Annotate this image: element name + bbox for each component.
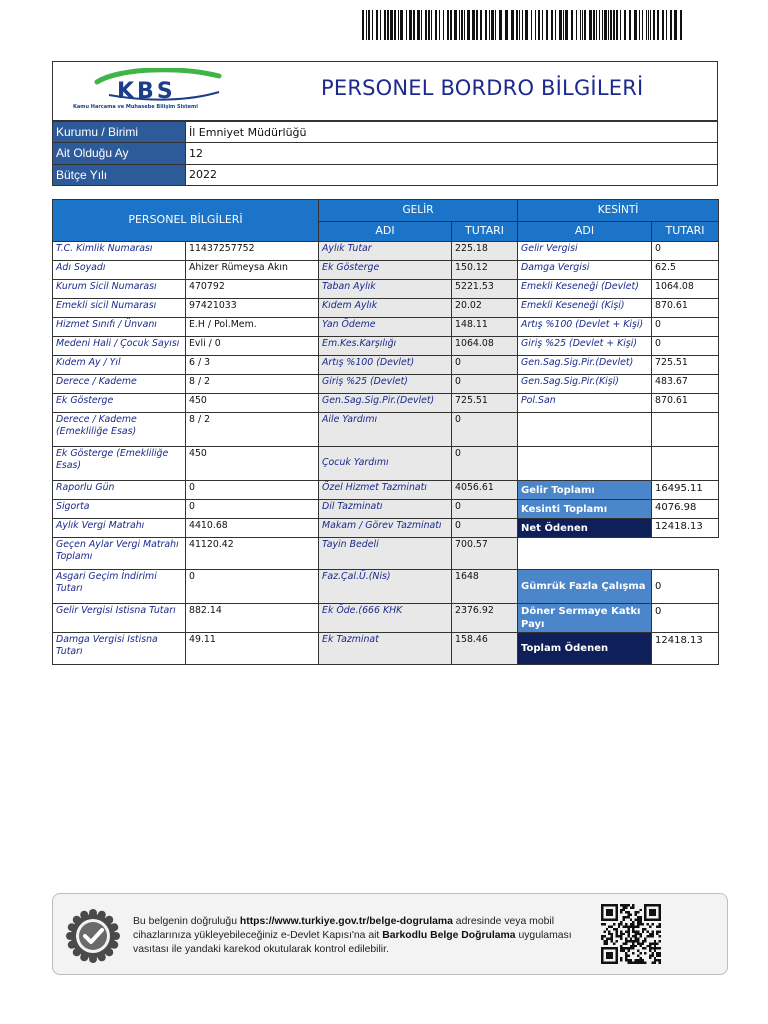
toplam-odenen-value: 12418.13 — [652, 633, 719, 665]
barcode-icon — [362, 10, 684, 40]
table-row — [53, 413, 719, 447]
table-row — [53, 261, 719, 280]
gelir-value: 5221.53 — [452, 280, 518, 299]
verification-text-part: uygulaması vasıtası ile yandaki karekod okutularak kontrol edilebilir. — [133, 930, 572, 956]
document-header — [52, 61, 718, 121]
gelir-value: 158.46 — [452, 633, 518, 665]
kbs-logo — [69, 68, 239, 114]
table-row — [53, 375, 719, 394]
kesinti-value: 870.61 — [652, 299, 719, 318]
verification-app-name: Barkodlu Belge Doğrulama — [382, 930, 516, 942]
kesinti-empty-cell — [652, 447, 719, 481]
personel-label: Derece / Kademe — [53, 375, 186, 394]
gelir-label: Faz.Çal.Ü.(Nis) — [319, 570, 452, 604]
personel-label: Kıdem Ay / Yıl — [53, 356, 186, 375]
gelir-label: Yan Ödeme — [319, 318, 452, 337]
gelir-toplami-label: Gelir Toplamı — [518, 481, 652, 500]
personel-value: 49.11 — [186, 633, 319, 665]
verification-footer — [52, 893, 728, 975]
personel-value: E.H / Pol.Mem. — [186, 318, 319, 337]
personel-label: Medeni Hali / Çocuk Sayısı — [53, 337, 186, 356]
gelir-label: Kıdem Aylık — [319, 299, 452, 318]
personel-value: 0 — [186, 570, 319, 604]
net-odenen-value: 12418.13 — [652, 519, 719, 538]
gelir-toplami-value: 16495.11 — [652, 481, 719, 500]
kesinti-value: 0 — [652, 318, 719, 337]
kesinti-empty-cell — [652, 413, 719, 447]
personel-value: 450 — [186, 394, 319, 413]
table-row — [53, 356, 719, 375]
verification-text-part: Bu belgenin doğruluğu — [133, 916, 240, 927]
personel-label: Gelir Vergisi Istisna Tutarı — [53, 604, 186, 633]
personel-value: 41120.42 — [186, 538, 319, 570]
table-row — [53, 299, 719, 318]
gelir-value: 725.51 — [452, 394, 518, 413]
gelir-value: 0 — [452, 413, 518, 447]
kesinti-label: Gen.Sag.Sig.Pir.(Kişi) — [518, 375, 652, 394]
table-row — [53, 500, 719, 519]
gelir-label: Gen.Sag.Sig.Pir.(Devlet) — [319, 394, 452, 413]
personel-value: Ahizer Rümeysa Akın — [186, 261, 319, 280]
kesinti-value: 1064.08 — [652, 280, 719, 299]
gelir-label: Ek Öde.(666 KHK — [319, 604, 452, 633]
personel-label: Emekli sicil Numarası — [53, 299, 186, 318]
personel-label: Derece / Kademe (Emekliliğe Esas) — [53, 413, 186, 447]
gelir-amount-header: TUTARI — [452, 222, 518, 242]
info-value: İl Emniyet Müdürlüğü — [186, 122, 718, 143]
personel-value: 0 — [186, 481, 319, 500]
gumruk-value: 0 — [652, 570, 719, 604]
gelir-label: Makam / Görev Tazminatı — [319, 519, 452, 538]
table-row — [53, 394, 719, 413]
kesinti-label: Emekli Keseneği (Devlet) — [518, 280, 652, 299]
svg-text:KBS: KBS — [117, 79, 176, 102]
personel-value: 6 / 3 — [186, 356, 319, 375]
gelir-label: Özel Hizmet Tazminatı — [319, 481, 452, 500]
gelir-value: 1064.08 — [452, 337, 518, 356]
gelir-value: 0 — [452, 500, 518, 519]
personel-value: 97421033 — [186, 299, 319, 318]
info-label: Kurumu / Birimi — [53, 122, 186, 143]
section-header-row — [53, 200, 719, 222]
personel-value: 11437257752 — [186, 242, 319, 261]
gelir-label: Taban Aylık — [319, 280, 452, 299]
personel-value: 4410.68 — [186, 519, 319, 538]
logo-subtitle: Kamu Harcama ve Muhasebe Bilişim Sistemi — [73, 104, 198, 110]
info-value: 2022 — [186, 164, 718, 185]
info-label: Ait Olduğu Ay — [53, 143, 186, 164]
personel-label: Sigorta — [53, 500, 186, 519]
verification-text-part: adresinde veya mobil cihazlarınıza yükleyebileceğiniz e-Devlet Kapısı'na ait — [133, 916, 554, 942]
institution-info-table — [52, 121, 718, 186]
kesinti-name-header: ADI — [518, 222, 652, 242]
gelir-label: Aile Yardımı — [319, 413, 452, 447]
kesinti-amount-header: TUTARI — [652, 222, 719, 242]
table-row — [53, 570, 719, 604]
kesinti-label: Gen.Sag.Sig.Pir.(Devlet) — [518, 356, 652, 375]
gelir-value: 0 — [452, 447, 518, 481]
kesinti-value: 725.51 — [652, 356, 719, 375]
table-row — [53, 318, 719, 337]
gelir-value: 2376.92 — [452, 604, 518, 633]
gelir-label: Giriş %25 (Devlet) — [319, 375, 452, 394]
payroll-table — [52, 199, 719, 665]
personel-label: Adı Soyadı — [53, 261, 186, 280]
personel-value: 8 / 2 — [186, 375, 319, 394]
verification-url[interactable]: https://www.turkiye.gov.tr/belge-dogrulama — [239, 916, 453, 927]
info-row — [53, 143, 718, 164]
table-row — [53, 447, 719, 481]
kesinti-label: Gelir Vergisi — [518, 242, 652, 261]
verification-seal-icon — [65, 908, 121, 964]
gelir-value: 150.12 — [452, 261, 518, 280]
table-row — [53, 280, 719, 299]
doner-label: Döner Sermaye Katkı Payı — [518, 604, 652, 633]
kesinti-empty-cell — [518, 413, 652, 447]
kesinti-toplami-label: Kesinti Toplamı — [518, 500, 652, 519]
info-value: 12 — [186, 143, 718, 164]
kesinti-label: Damga Vergisi — [518, 261, 652, 280]
qr-code-icon — [601, 904, 661, 964]
table-row — [53, 337, 719, 356]
personel-label: Geçen Aylar Vergi Matrahı Toplamı — [53, 538, 186, 570]
gelir-value: 1648 — [452, 570, 518, 604]
kesinti-label: Giriş %25 (Devlet + Kişi) — [518, 337, 652, 356]
kesinti-value: 62.5 — [652, 261, 719, 280]
personel-label: Damga Vergisi Istisna Tutarı — [53, 633, 186, 665]
gelir-value: 20.02 — [452, 299, 518, 318]
personel-value: 8 / 2 — [186, 413, 319, 447]
personel-label: Aylık Vergi Matrahı — [53, 519, 186, 538]
kesinti-toplami-value: 4076.98 — [652, 500, 719, 519]
info-row — [53, 122, 718, 143]
table-row — [53, 481, 719, 500]
gelir-label: Ek Gösterge — [319, 261, 452, 280]
gelir-label: Tayin Bedeli — [319, 538, 452, 570]
kesinti-value: 0 — [652, 337, 719, 356]
gelir-value: 4056.61 — [452, 481, 518, 500]
page-title: PERSONEL BORDRO BİLGİLERİ — [321, 76, 644, 100]
gelir-label: Artış %100 (Devlet) — [319, 356, 452, 375]
table-row — [53, 604, 719, 633]
gelir-label: Ek Tazminat — [319, 633, 452, 665]
personel-value: 882.14 — [186, 604, 319, 633]
table-row — [53, 538, 719, 570]
net-odenen-label: Net Ödenen — [518, 519, 652, 538]
gelir-name-header: ADI — [319, 222, 452, 242]
personel-label: Asgari Geçim İndirimi Tutarı — [53, 570, 186, 604]
gelir-label: Dil Tazminatı — [319, 500, 452, 519]
doner-value: 0 — [652, 604, 719, 633]
personel-value: Evli / 0 — [186, 337, 319, 356]
spacer-cell — [518, 538, 719, 570]
gelir-section-header: GELİR — [319, 200, 518, 222]
personel-label: Raporlu Gün — [53, 481, 186, 500]
toplam-odenen-label: Toplam Ödenen — [518, 633, 652, 665]
kesinti-label: Pol.San — [518, 394, 652, 413]
info-row — [53, 164, 718, 185]
gelir-label: Em.Kes.Karşılığı — [319, 337, 452, 356]
personel-label: Hizmet Sınıfı / Ünvanı — [53, 318, 186, 337]
personel-section-header: PERSONEL BİLGİLERİ — [53, 200, 319, 242]
personel-value: 470792 — [186, 280, 319, 299]
kesinti-label: Emekli Keseneği (Kişi) — [518, 299, 652, 318]
table-row — [53, 519, 719, 538]
kesinti-empty-cell — [518, 447, 652, 481]
gelir-value: 0 — [452, 519, 518, 538]
personel-value: 450 — [186, 447, 319, 481]
kesinti-value: 0 — [652, 242, 719, 261]
personel-value: 0 — [186, 500, 319, 519]
gumruk-label: Gümrük Fazla Çalışma — [518, 570, 652, 604]
personel-label: Ek Gösterge — [53, 394, 186, 413]
gelir-label: Çocuk Yardımı — [319, 447, 452, 481]
gelir-value: 0 — [452, 356, 518, 375]
table-row — [53, 242, 719, 261]
kesinti-value: 483.67 — [652, 375, 719, 394]
verification-text — [133, 915, 573, 957]
info-label: Bütçe Yılı — [53, 164, 186, 185]
personel-label: Kurum Sicil Numarası — [53, 280, 186, 299]
personel-label: Ek Gösterge (Emekliliğe Esas) — [53, 447, 186, 481]
kesinti-value: 870.61 — [652, 394, 719, 413]
gelir-value: 700.57 — [452, 538, 518, 570]
gelir-label: Aylık Tutar — [319, 242, 452, 261]
table-row — [53, 633, 719, 665]
gelir-value: 225.18 — [452, 242, 518, 261]
personel-label: T.C. Kimlik Numarası — [53, 242, 186, 261]
gelir-value: 0 — [452, 375, 518, 394]
gelir-value: 148.11 — [452, 318, 518, 337]
kesinti-section-header: KESİNTİ — [518, 200, 719, 222]
kesinti-label: Artış %100 (Devlet + Kişi) — [518, 318, 652, 337]
